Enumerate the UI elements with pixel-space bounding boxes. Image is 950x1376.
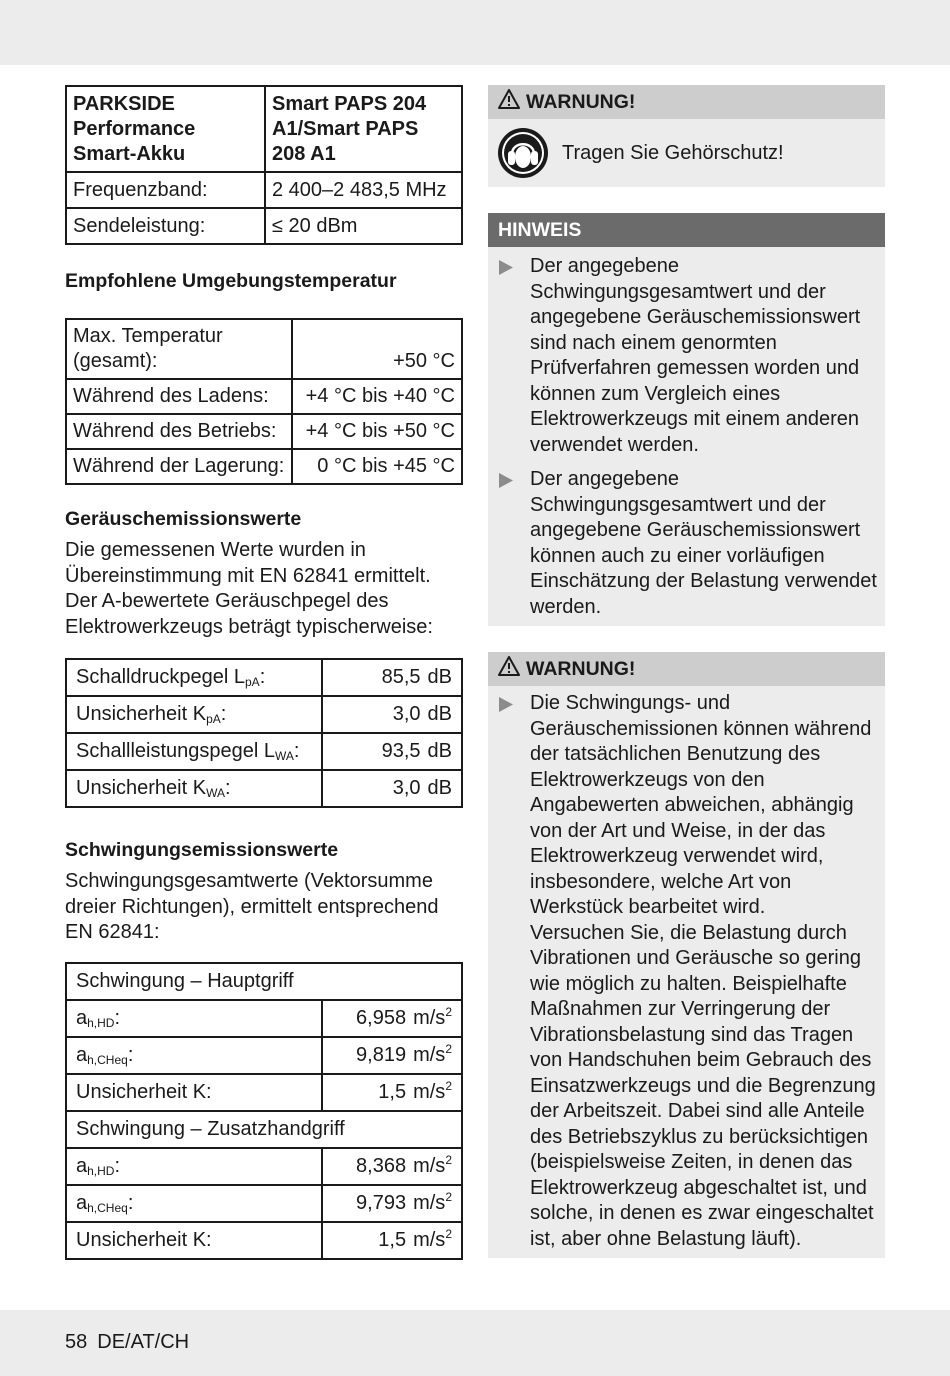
- table-row: [66, 449, 462, 484]
- list-item: [488, 254, 885, 458]
- temp-label: Während der Lagerung:: [66, 449, 292, 484]
- top-band: [0, 0, 950, 65]
- temp-label: Während des Betriebs:: [66, 414, 292, 449]
- vibration-group-title: Schwingung – Hauptgriff: [66, 963, 462, 1000]
- table-row: [66, 659, 462, 696]
- spec-value: ≤ 20 dBm: [265, 208, 462, 244]
- table-row: [66, 86, 462, 172]
- region-label: DE/AT/CH: [97, 1331, 190, 1353]
- table-row: [66, 379, 462, 414]
- vibration-label: Unsicherheit K:: [66, 1074, 322, 1111]
- noise-label: Schallleistungspegel $L_{WA}$:: [66, 733, 322, 770]
- spec-label: Sendeleistung:: [66, 208, 265, 244]
- vibration-value: 9,819 $m/s^2$: [322, 1037, 462, 1074]
- warning-header: [488, 652, 885, 686]
- vibration-value: 6,958 $m/s^2$: [322, 1000, 462, 1037]
- note-item-text: Der angegebene Schwingungsgesamtwert und der angegebene Geräuschemissionswert sind nach einem genormten Prüfverfahren gemessen worden und können zum Vergleich eines Elektrowerkzeugs mit einem anderen verwendet werden.: [530, 255, 861, 456]
- warning-title: WARNUNG!: [526, 91, 636, 113]
- bullet-arrow-icon: [498, 258, 514, 284]
- note-header: HINWEIS: [488, 213, 885, 247]
- bullet-arrow-icon: [498, 471, 514, 497]
- page-number: 58: [65, 1331, 88, 1353]
- vibration-label: $a_{h,HD}$:: [66, 1148, 322, 1185]
- noise-label: Schalldruckpegel $L_{pA}$:: [66, 659, 322, 696]
- spec-label: Frequenzband:: [66, 172, 265, 208]
- vibration-label: $a_{h,CHeq}$:: [66, 1185, 322, 1222]
- vibration-value: 8,368 $m/s^2$: [322, 1148, 462, 1185]
- table-row: [66, 1222, 462, 1259]
- spec-label: PARKSIDE Performance Smart-Akku: [66, 86, 265, 172]
- vibration-heading: Schwingungsemissionswerte: [65, 839, 339, 861]
- noise-value: 3,0 dB: [322, 696, 462, 733]
- temperature-table: [65, 318, 463, 485]
- table-row: [66, 733, 462, 770]
- spec-value: 2 400–2 483,5 MHz: [265, 172, 462, 208]
- table-row: [66, 770, 462, 807]
- warning-box-hearing: [488, 85, 885, 187]
- right-column: [488, 85, 885, 1258]
- noise-label: Unsicherheit $K_{pA}$:: [66, 696, 322, 733]
- spec-value: Smart PAPS 204 A1/Smart PAPS 208 A1: [265, 86, 462, 172]
- page-footer: [65, 1331, 199, 1354]
- table-row: [66, 963, 462, 1000]
- vibration-text: Schwingungsgesamtwerte (Vektorsumme dreier Richtungen), ermittelt entsprechend EN 62841:: [65, 870, 439, 943]
- noise-label: Unsicherheit $K_{WA}$:: [66, 770, 322, 807]
- noise-value: 3,0 dB: [322, 770, 462, 807]
- bullet-arrow-icon: [498, 695, 514, 721]
- warning-header: [488, 85, 885, 119]
- vibration-label: $a_{h,HD}$:: [66, 1000, 322, 1037]
- table-row: [66, 1074, 462, 1111]
- warning-text: Tragen Sie Gehörschutz!: [562, 142, 784, 164]
- vibration-group-title: Schwingung – Zusatzhandgriff: [66, 1111, 462, 1148]
- left-column: [65, 85, 463, 1260]
- temp-value: +50 °C: [292, 319, 462, 379]
- warning-item-text-2: Versuchen Sie, die Belastung durch Vibrationen und Geräusche so gering wie möglich zu halten. Beispielhafte Maßnahmen zur Verringerung der Vibrationsbelastung sind das Tragen von Handschuhen beim Gebrauch des Einsatzwerkzeugs und die Begrenzung der Arbeitszeit. Dabei sind alle Anteile des Betriebszyklus zu berücksichtigen (beispielsweise Zeiten, in denen das Elektrowerkzeug abgeschaltet ist, und solche, in denen es zwar eingeschaltet ist, aber ohne Belastung läuft).: [530, 921, 876, 1250]
- warning-box-emissions: [488, 652, 885, 1258]
- note-item-text: Der angegebene Schwingungsgesamtwert und der angegebene Geräuschemissionswert können auch zu einer vorläufigen Einschätzung der Belastung verwendet werden.: [530, 468, 877, 618]
- warning-triangle-icon: [498, 653, 520, 687]
- specs-table: [65, 85, 463, 245]
- note-box: [488, 213, 885, 626]
- table-row: [66, 1148, 462, 1185]
- ear-protection-icon: [497, 127, 549, 185]
- warning-item-text: Die Schwingungs- und Geräuschemissionen können während der tatsächlichen Benutzung des Elektrowerkzeugs von den Angabewerten abweichen, abhängig von der Art und Weise, in der das Elektrowerkzeug verwendet wird, insbesondere, welche Art von Werkstück bearbeitet wird.: [530, 692, 872, 918]
- vibration-value: 9,793 $m/s^2$: [322, 1185, 462, 1222]
- noise-heading: Geräuschemissionswerte: [65, 508, 302, 530]
- table-row: [66, 414, 462, 449]
- list-item: [488, 467, 885, 620]
- noise-value: 93,5 dB: [322, 733, 462, 770]
- temperature-heading: Empfohlene Umgebungstemperatur: [65, 270, 397, 292]
- noise-text: Die gemessenen Werte wurden in Übereinstimmung mit EN 62841 ermittelt. Der A-bewertete Geräuschpegel des Elektrowerkzeugs beträgt typischerweise:: [65, 539, 433, 638]
- vibration-label: $a_{h,CHeq}$:: [66, 1037, 322, 1074]
- vibration-table: [65, 962, 463, 1260]
- temp-value: 0 °C bis +45 °C: [292, 449, 462, 484]
- table-row: [66, 1000, 462, 1037]
- temp-label: Max. Temperatur (gesamt):: [66, 319, 292, 379]
- warning-triangle-icon: [498, 86, 520, 120]
- noise-value: 85,5 dB: [322, 659, 462, 696]
- table-row: [66, 696, 462, 733]
- vibration-value: 1,5 $m/s^2$: [322, 1222, 462, 1259]
- table-row: [66, 319, 462, 379]
- table-row: [66, 208, 462, 244]
- table-row: [66, 172, 462, 208]
- table-row: [66, 1037, 462, 1074]
- temp-label: Während des Ladens:: [66, 379, 292, 414]
- warning-title: WARNUNG!: [526, 658, 636, 680]
- temp-value: +4 °C bis +40 °C: [292, 379, 462, 414]
- temp-value: +4 °C bis +50 °C: [292, 414, 462, 449]
- table-row: [66, 1111, 462, 1148]
- noise-table: [65, 658, 463, 808]
- table-row: [66, 1185, 462, 1222]
- vibration-label: Unsicherheit K:: [66, 1222, 322, 1259]
- list-item: [488, 691, 885, 1252]
- vibration-value: 1,5 $m/s^2$: [322, 1074, 462, 1111]
